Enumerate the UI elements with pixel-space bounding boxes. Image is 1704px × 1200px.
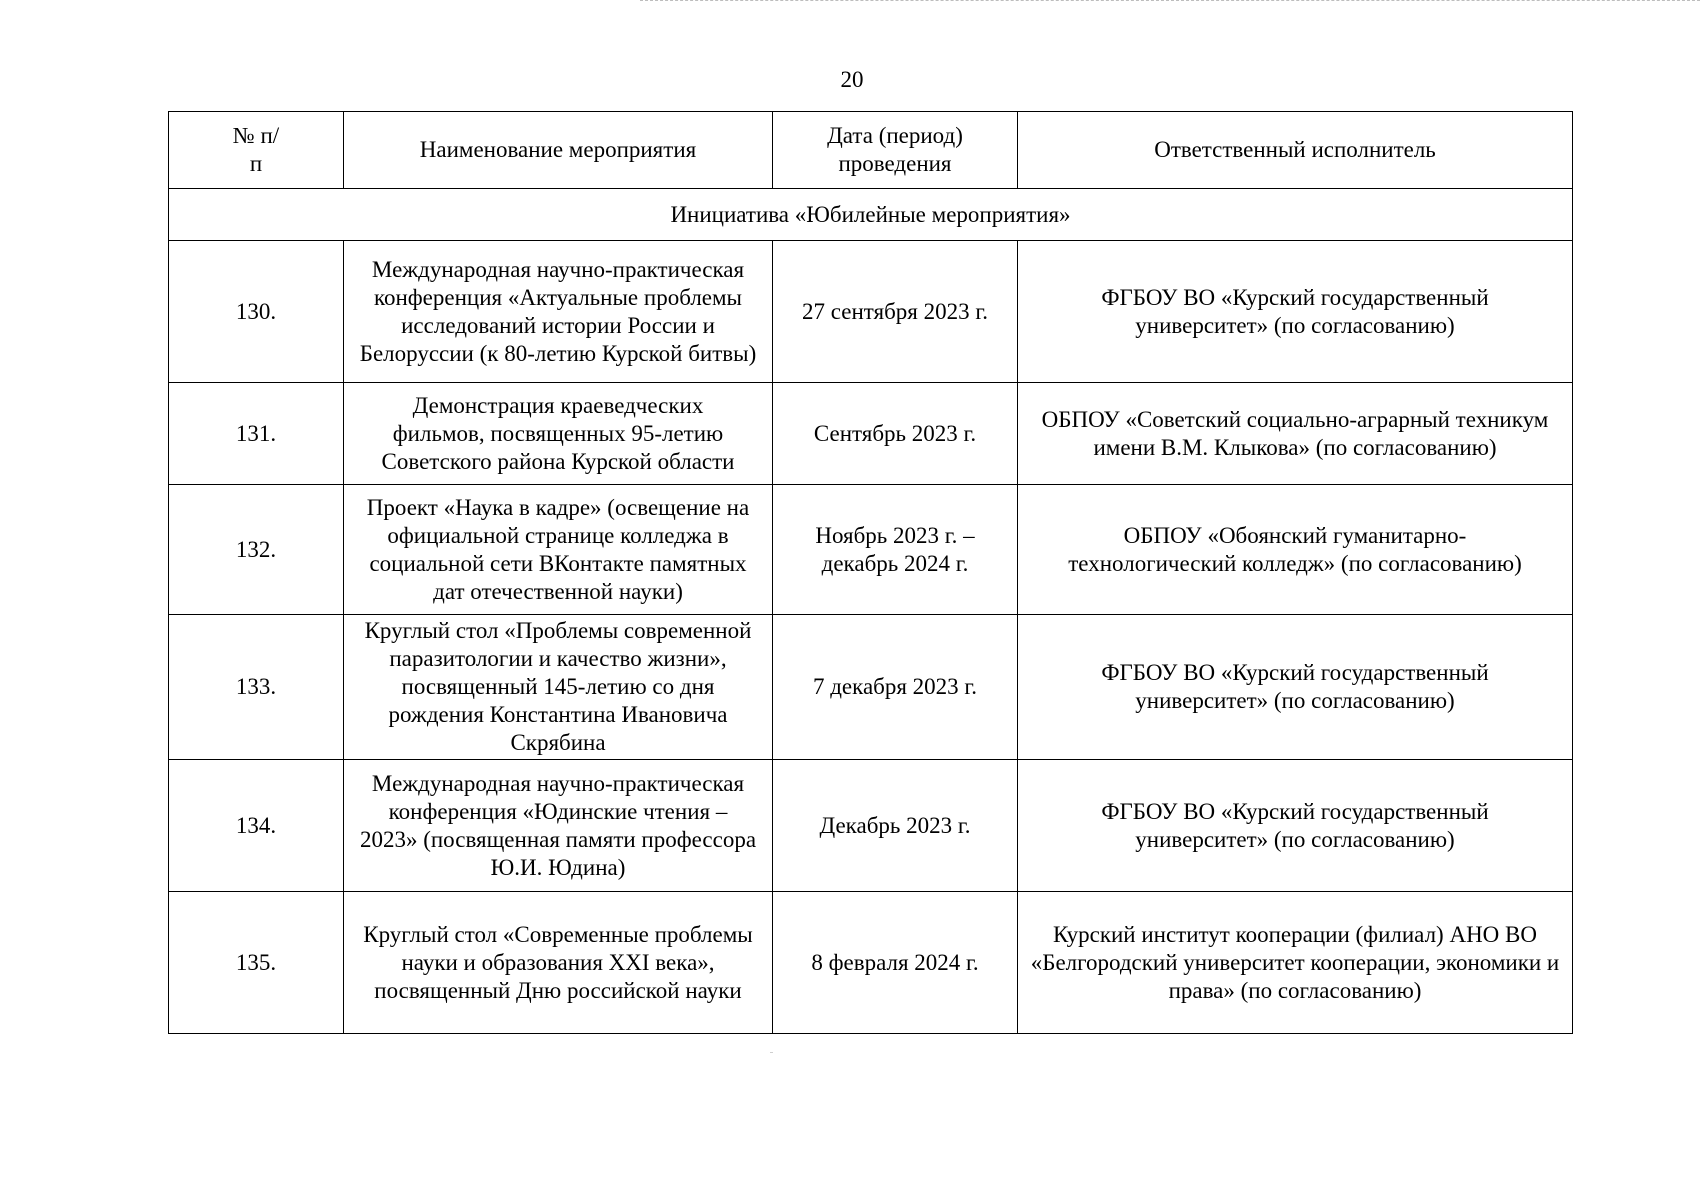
responsible-executor: Курский институт кооперации (филиал) АНО ВО «Белгородский университет кооперации, экономики и права» (по согласованию) — [1018, 892, 1573, 1034]
responsible-executor: ОБПОУ «Советский социально-аграрный техникум имени В.М. Клыкова» (по согласованию) — [1018, 383, 1573, 485]
event-name: Проект «Наука в кадре» (освещение на официальной странице колледжа в социальной сети ВКонтакте памятных дат отечественной науки) — [344, 485, 773, 615]
row-number: 133. — [169, 615, 344, 760]
event-name: Международная научно-практическая конференция «Юдинские чтения – 2023» (посвященная памяти профессора Ю.И. Юдина) — [344, 760, 773, 892]
page-number: 20 — [840, 67, 864, 92]
responsible-executor: ФГБОУ ВО «Курский государственный университет» (по согласованию) — [1018, 241, 1573, 383]
responsible-executor: ФГБОУ ВО «Курский государственный университет» (по согласованию) — [1018, 760, 1573, 892]
events-table — [168, 111, 1573, 1034]
table-row — [169, 241, 1573, 383]
header-name: Наименование мероприятия — [344, 112, 773, 189]
table-row — [169, 615, 1573, 760]
event-name: Круглый стол «Современные проблемы науки и образования XXI века», посвященный Дню российской науки — [344, 892, 773, 1034]
header-date: Дата (период) проведения — [773, 112, 1018, 189]
table-header-row — [169, 112, 1573, 189]
event-date: Ноябрь 2023 г. – декабрь 2024 г. — [773, 485, 1018, 615]
scan-top-edge-line — [640, 0, 1700, 1]
table-row — [169, 485, 1573, 615]
row-number: 132. — [169, 485, 344, 615]
responsible-executor: ФГБОУ ВО «Курский государственный университет» (по согласованию) — [1018, 615, 1573, 760]
scan-speck — [770, 1052, 773, 1053]
event-date: Декабрь 2023 г. — [773, 760, 1018, 892]
responsible-executor: ОБПОУ «Обоянский гуманитарно-технологический колледж» (по согласованию) — [1018, 485, 1573, 615]
event-name: Международная научно-практическая конференция «Актуальные проблемы исследований истории России и Белоруссии (к 80-летию Курской битвы) — [344, 241, 773, 383]
event-name: Демонстрация краеведческих фильмов, посвященных 95-летию Советского района Курской области — [344, 383, 773, 485]
section-row — [169, 189, 1573, 241]
header-num: № п/п — [169, 112, 344, 189]
event-date: Сентябрь 2023 г. — [773, 383, 1018, 485]
table-row — [169, 383, 1573, 485]
row-number: 131. — [169, 383, 344, 485]
event-date: 8 февраля 2024 г. — [773, 892, 1018, 1034]
table-row — [169, 760, 1573, 892]
event-name: Круглый стол «Проблемы современной паразитологии и качество жизни», посвященный 145-летию со дня рождения Константина Ивановича Скрябина — [344, 615, 773, 760]
event-date: 7 декабря 2023 г. — [773, 615, 1018, 760]
row-number: 135. — [169, 892, 344, 1034]
event-date: 27 сентября 2023 г. — [773, 241, 1018, 383]
row-number: 134. — [169, 760, 344, 892]
header-responsible: Ответственный исполнитель — [1018, 112, 1573, 189]
section-title: Инициатива «Юбилейные мероприятия» — [169, 189, 1573, 241]
table-row — [169, 892, 1573, 1034]
row-number: 130. — [169, 241, 344, 383]
